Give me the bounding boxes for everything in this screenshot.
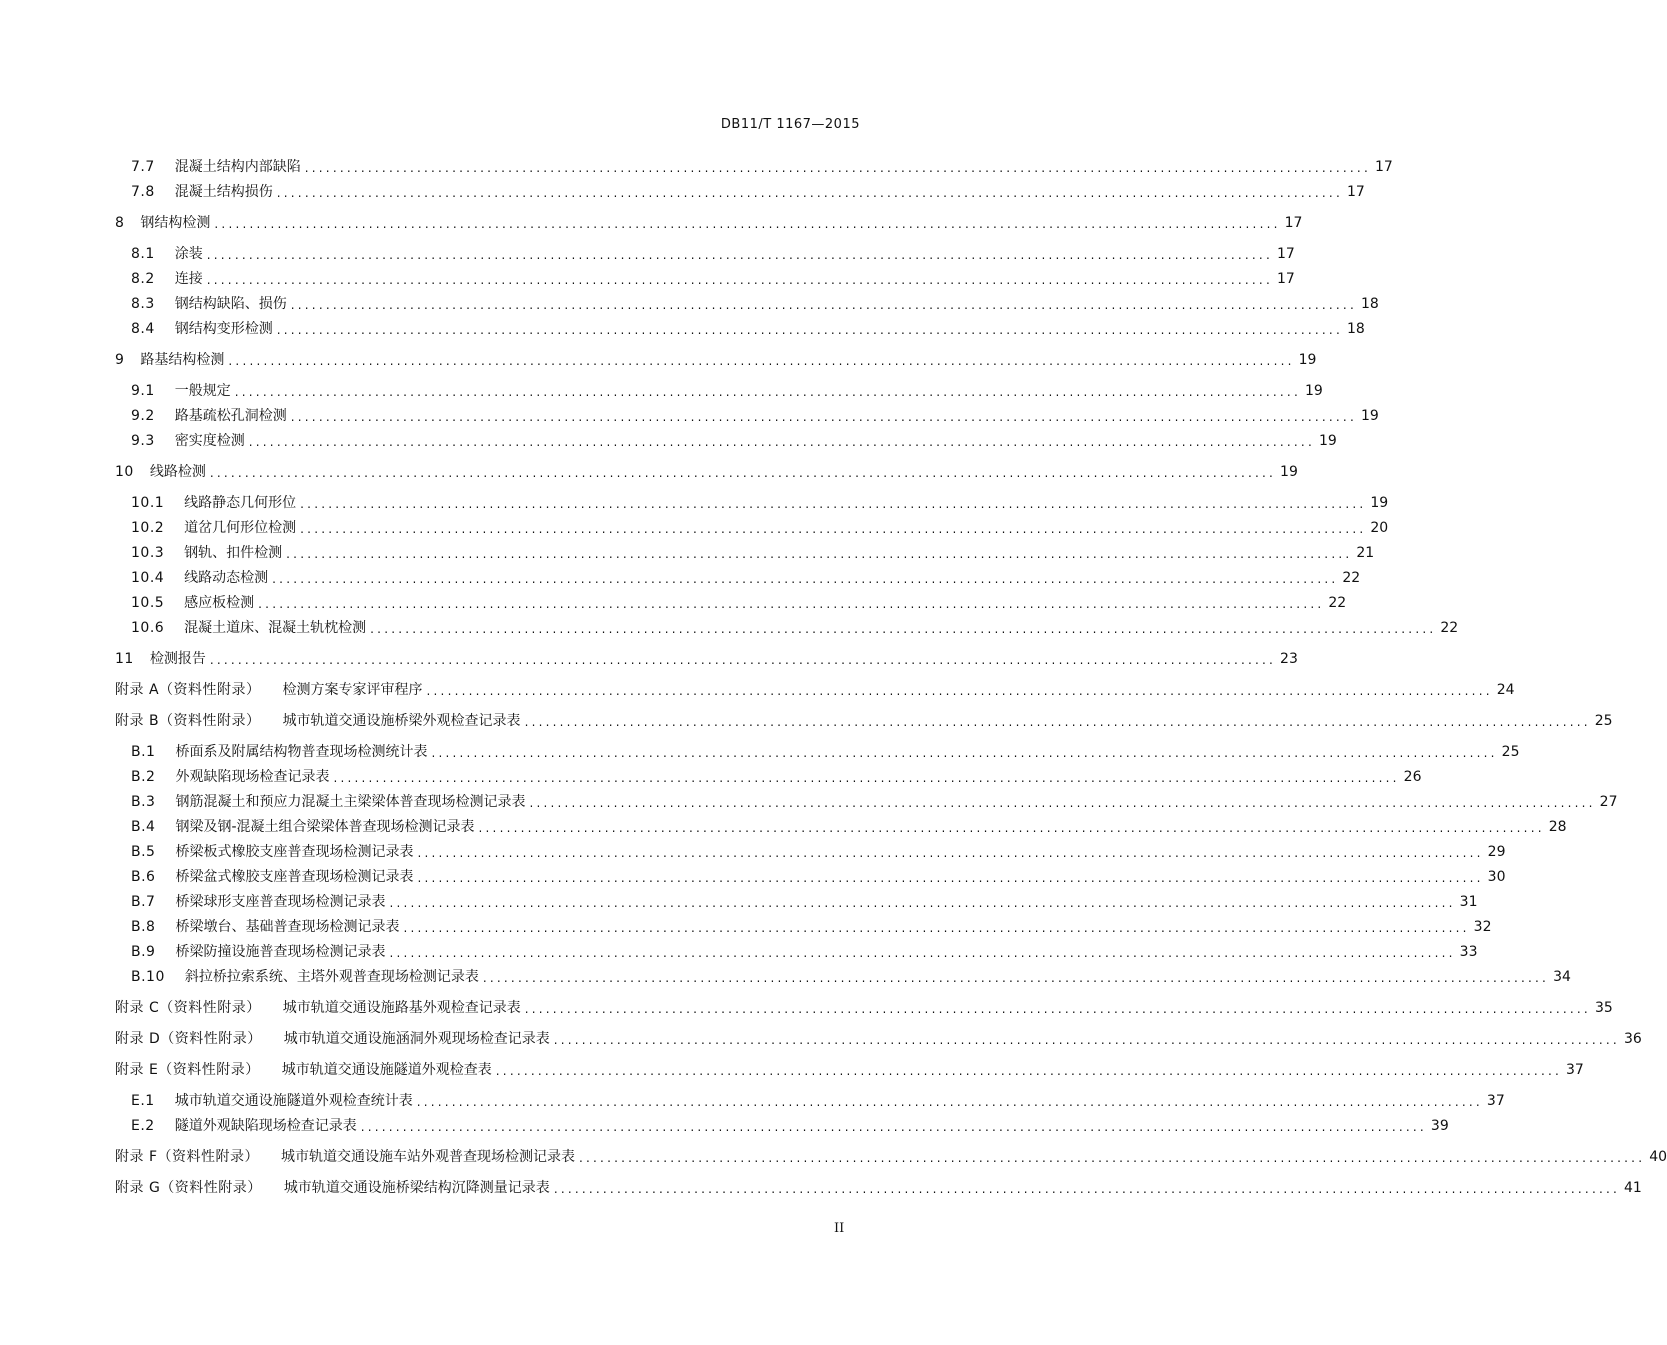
toc-entry-number: 8.4: [131, 321, 155, 337]
toc-leader-dots: ........................................................................................................................................................: [417, 846, 1484, 860]
toc-entry-title: 桥梁球形支座普查现场检测记录表: [175, 894, 386, 910]
toc-entry-number: B.6: [131, 869, 156, 885]
toc-entry[interactable]: [131, 840, 1506, 860]
toc-entry-number: 10.2: [131, 520, 165, 536]
toc-entry-page: 25: [1594, 713, 1613, 729]
toc-leader-dots: ........................................................................................................................................................: [495, 1064, 1562, 1078]
toc-entry-number: 8.1: [131, 246, 155, 262]
toc-leader-dots: ........................................................................................................................................................: [426, 684, 1493, 698]
document-code: DB11/T 1167—2015: [720, 117, 860, 132]
toc-entry[interactable]: [115, 1145, 1667, 1165]
toc-leader-dots: ........................................................................................................................................................: [370, 622, 1437, 636]
toc-leader-dots: ........................................................................................................................................................: [524, 1002, 1591, 1016]
toc-entry[interactable]: [131, 890, 1478, 910]
toc-entry-title: 一般规定: [174, 383, 231, 399]
toc-entry-title: 城市轨道交通设施桥梁外观检查记录表: [282, 713, 521, 729]
toc-entry-number: B.5: [131, 844, 156, 860]
toc-entry[interactable]: [131, 940, 1478, 960]
toc-entry[interactable]: [131, 292, 1379, 312]
toc-leader-dots: ........................................................................................................................................................: [228, 354, 1295, 368]
toc-entry-number: 9: [115, 352, 125, 368]
toc-entry-page: 40: [1649, 1149, 1667, 1165]
toc-entry-number: 7.7: [131, 159, 155, 175]
toc-entry-title: 线路动态检测: [184, 570, 269, 586]
toc-leader-dots: ........................................................................................................................................................: [209, 653, 1277, 667]
toc-entry-title: 路基结构检测: [140, 352, 225, 368]
toc-entry-number: B.3: [131, 794, 156, 810]
toc-leader-dots: ........................................................................................................................................................: [389, 896, 1456, 910]
toc-entry-page: 19: [1360, 408, 1379, 424]
toc-entry[interactable]: [131, 267, 1295, 287]
toc-entry-page: 37: [1566, 1062, 1584, 1078]
toc-entry[interactable]: [131, 429, 1337, 449]
toc-entry[interactable]: [131, 616, 1459, 636]
toc-leader-dots: ........................................................................................................................................................: [276, 186, 1343, 200]
toc-leader-dots: ........................................................................................................................................................: [290, 298, 1357, 312]
toc-entry[interactable]: [131, 790, 1618, 810]
toc-leader-dots: ........................................................................................................................................................: [553, 1182, 1621, 1196]
toc-leader-dots: ........................................................................................................................................................: [360, 1120, 1427, 1134]
toc-entry-number: 10.3: [131, 545, 165, 561]
toc-leader-dots: ........................................................................................................................................................: [214, 217, 1281, 231]
toc-entry-title: 钢梁及钢-混凝土组合梁梁体普查现场检测记录表: [175, 819, 475, 835]
toc-entry-page: 22: [1440, 620, 1459, 636]
toc-entry-title: 斜拉桥拉索系统、主塔外观普查现场检测记录表: [184, 969, 479, 985]
toc-entry[interactable]: [115, 460, 1298, 480]
toc-entry-number: E.2: [131, 1118, 155, 1134]
toc-entry-page: 25: [1501, 744, 1520, 760]
toc-entry-title: 线路静态几何形位: [184, 495, 297, 511]
toc-entry-number: B.1: [131, 744, 156, 760]
toc-entry-page: 33: [1459, 944, 1478, 960]
toc-entry-page: 19: [1304, 383, 1323, 399]
toc-entry[interactable]: [131, 242, 1295, 262]
toc-entry-title: 检测方案专家评审程序: [282, 682, 423, 698]
toc-entry-number: B.9: [131, 944, 156, 960]
toc-entry-title: 城市轨道交通设施路基外观检查记录表: [282, 1000, 521, 1016]
toc-entry[interactable]: [131, 815, 1567, 835]
toc-entry-page: 20: [1370, 520, 1389, 536]
toc-entry-page: 19: [1318, 433, 1337, 449]
toc-entry-number: 10.5: [131, 595, 165, 611]
toc-leader-dots: ........................................................................................................................................................: [206, 248, 1273, 262]
toc-entry-title: 钢结构变形检测: [174, 321, 273, 337]
toc-entry-title: 钢结构检测: [140, 215, 211, 231]
toc-entry-number: E.1: [131, 1093, 155, 1109]
toc-entry[interactable]: [131, 516, 1389, 536]
toc-entry[interactable]: [131, 1089, 1505, 1109]
toc-entry-number: 附录 C（资料性附录）: [115, 1000, 261, 1016]
toc-leader-dots: ........................................................................................................................................................: [431, 746, 1498, 760]
toc-leader-dots: ........................................................................................................................................................: [209, 466, 1277, 480]
page-number: II: [834, 1221, 845, 1236]
toc-entry-title: 钢结构缺陷、损伤: [174, 296, 287, 312]
toc-entry-title: 城市轨道交通设施涵洞外观现场检查记录表: [283, 1031, 550, 1047]
toc-entry[interactable]: [131, 591, 1347, 611]
toc-entry-title: 混凝土结构损伤: [174, 184, 273, 200]
toc-leader-dots: ........................................................................................................................................................: [579, 1151, 1646, 1165]
toc-entry-title: 感应板检测: [184, 595, 255, 611]
toc-entry[interactable]: [131, 155, 1393, 175]
toc-entry-page: 19: [1298, 352, 1317, 368]
toc-entry-page: 17: [1276, 271, 1295, 287]
toc-leader-dots: ........................................................................................................................................................: [258, 597, 1325, 611]
toc-entry[interactable]: [115, 709, 1613, 729]
toc-leader-dots: ........................................................................................................................................................: [206, 273, 1273, 287]
toc-entry-page: 41: [1624, 1180, 1642, 1196]
toc-entry-page: 31: [1459, 894, 1478, 910]
toc-entry-page: 28: [1548, 819, 1567, 835]
toc-entry-number: 附录 F（资料性附录）: [115, 1149, 260, 1165]
toc-entry-title: 钢筋混凝土和预应力混凝土主梁梁体普查现场检测记录表: [175, 794, 526, 810]
toc-entry-page: 17: [1346, 184, 1365, 200]
toc-entry-page: 32: [1473, 919, 1492, 935]
toc-entry-title: 钢轨、扣件检测: [184, 545, 283, 561]
toc-entry-page: 18: [1346, 321, 1365, 337]
toc-entry[interactable]: [131, 404, 1379, 424]
toc-entry[interactable]: [115, 647, 1298, 667]
toc-entry-number: B.10: [131, 969, 165, 985]
toc-entry-number: 附录 G（资料性附录）: [115, 1180, 262, 1196]
toc-entry-number: 8.2: [131, 271, 155, 287]
toc-entry-page: 36: [1623, 1031, 1642, 1047]
toc-entry[interactable]: [115, 996, 1613, 1016]
toc-entry[interactable]: [115, 678, 1515, 698]
toc-entry[interactable]: [131, 915, 1492, 935]
toc-entry-page: 35: [1594, 1000, 1613, 1016]
toc-entry-title: 线路检测: [149, 464, 206, 480]
toc-leader-dots: ........................................................................................................................................................: [304, 161, 1371, 175]
toc-entry-title: 城市轨道交通设施车站外观普查现场检测记录表: [281, 1149, 576, 1165]
toc-entry-number: B.4: [131, 819, 156, 835]
toc-entry-page: 19: [1370, 495, 1389, 511]
toc-entry-page: 19: [1280, 464, 1298, 480]
toc-entry[interactable]: [131, 379, 1323, 399]
toc-entry-title: 桥梁防撞设施普查现场检测记录表: [175, 944, 386, 960]
toc-leader-dots: ........................................................................................................................................................: [553, 1033, 1620, 1047]
toc-entry-title: 检测报告: [149, 651, 206, 667]
toc-entry-title: 城市轨道交通设施隧道外观检查表: [281, 1062, 492, 1078]
toc-leader-dots: ........................................................................................................................................................: [272, 572, 1339, 586]
toc-entry-page: 29: [1487, 844, 1506, 860]
toc-entry-number: 附录 D（资料性附录）: [115, 1031, 262, 1047]
toc-leader-dots: ........................................................................................................................................................: [300, 522, 1367, 536]
toc-entry-number: 9.2: [131, 408, 155, 424]
toc-entry-number: B.7: [131, 894, 156, 910]
toc-entry-number: 11: [115, 651, 134, 667]
toc-entry-title: 桥梁墩台、基础普查现场检测记录表: [175, 919, 400, 935]
toc-entry[interactable]: [131, 765, 1422, 785]
toc-leader-dots: ........................................................................................................................................................: [403, 921, 1470, 935]
toc-entry[interactable]: [115, 1176, 1642, 1196]
toc-leader-dots: ........................................................................................................................................................: [478, 821, 1545, 835]
toc-entry-page: 22: [1328, 595, 1347, 611]
toc-entry[interactable]: [131, 180, 1365, 200]
toc-entry[interactable]: [131, 566, 1361, 586]
toc-entry-number: B.8: [131, 919, 156, 935]
toc-entry[interactable]: [131, 740, 1520, 760]
toc-entry[interactable]: [115, 211, 1303, 231]
toc-entry-page: 26: [1403, 769, 1422, 785]
toc-leader-dots: ........................................................................................................................................................: [529, 796, 1596, 810]
toc-leader-dots: ........................................................................................................................................................: [417, 871, 1484, 885]
toc-entry-number: 10.1: [131, 495, 165, 511]
toc-entry-number: 9.1: [131, 383, 155, 399]
toc-entry-title: 桥面系及附属结构物普查现场检测统计表: [175, 744, 428, 760]
toc-entry-title: 密实度检测: [174, 433, 245, 449]
toc-entry-page: 17: [1374, 159, 1393, 175]
toc-entry-number: 9.3: [131, 433, 155, 449]
toc-entry-title: 混凝土结构内部缺陷: [174, 159, 301, 175]
toc-entry-number: B.2: [131, 769, 156, 785]
toc-entry-title: 道岔几何形位检测: [184, 520, 297, 536]
toc-entry-title: 隧道外观缺陷现场检查记录表: [174, 1118, 357, 1134]
toc-leader-dots: ........................................................................................................................................................: [482, 971, 1550, 985]
toc-entry[interactable]: [131, 317, 1365, 337]
toc-entry-number: 10.4: [131, 570, 165, 586]
toc-entry-page: 18: [1360, 296, 1379, 312]
toc-entry-number: 附录 E（资料性附录）: [115, 1062, 260, 1078]
toc-leader-dots: ........................................................................................................................................................: [524, 715, 1591, 729]
toc-entry-number: 10.6: [131, 620, 165, 636]
toc-leader-dots: ........................................................................................................................................................: [333, 771, 1400, 785]
toc-entry-page: 27: [1599, 794, 1618, 810]
toc-entry-page: 34: [1553, 969, 1571, 985]
toc-entry-title: 城市轨道交通设施桥梁结构沉降测量记录表: [283, 1180, 550, 1196]
toc-entry-number: 8: [115, 215, 125, 231]
toc-entry-number: 附录 A（资料性附录）: [115, 682, 261, 698]
toc-entry-title: 路基疏松孔洞检测: [174, 408, 287, 424]
toc-entry[interactable]: [131, 491, 1389, 511]
toc-entry[interactable]: [131, 541, 1375, 561]
toc-entry-page: 23: [1280, 651, 1298, 667]
toc-entry-title: 桥梁盆式橡胶支座普查现场检测记录表: [175, 869, 414, 885]
toc-entry-page: 37: [1486, 1093, 1505, 1109]
toc-entry-title: 外观缺陷现场检查记录表: [175, 769, 330, 785]
toc-entry-title: 连接: [174, 271, 203, 287]
toc-entry-page: 30: [1487, 869, 1506, 885]
toc-entry[interactable]: [115, 348, 1317, 368]
toc-entry-page: 21: [1356, 545, 1375, 561]
toc-entry[interactable]: [131, 865, 1506, 885]
toc-entry[interactable]: [131, 965, 1571, 985]
toc-entry-number: 附录 B（资料性附录）: [115, 713, 261, 729]
toc-entry-title: 混凝土道床、混凝土轨枕检测: [184, 620, 367, 636]
toc-entry-number: 8.3: [131, 296, 155, 312]
toc-entry-page: 17: [1284, 215, 1303, 231]
toc-entry-page: 22: [1342, 570, 1361, 586]
toc-entry[interactable]: [115, 1058, 1584, 1078]
toc-entry-page: 24: [1496, 682, 1515, 698]
toc-entry-page: 39: [1430, 1118, 1449, 1134]
toc-leader-dots: ........................................................................................................................................................: [276, 323, 1343, 337]
toc-entry[interactable]: [131, 1114, 1449, 1134]
toc-leader-dots: ........................................................................................................................................................: [286, 547, 1353, 561]
toc-entry-page: 17: [1276, 246, 1295, 262]
toc-leader-dots: ........................................................................................................................................................: [300, 497, 1367, 511]
toc-leader-dots: ........................................................................................................................................................: [389, 946, 1456, 960]
toc-entry-number: 7.8: [131, 184, 155, 200]
toc-leader-dots: ........................................................................................................................................................: [290, 410, 1357, 424]
toc-leader-dots: ........................................................................................................................................................: [234, 385, 1301, 399]
toc-entry-title: 城市轨道交通设施隧道外观检查统计表: [174, 1093, 413, 1109]
toc-entry-title: 涂装: [174, 246, 203, 262]
toc-entry-number: 10: [115, 464, 134, 480]
toc-entry-title: 桥梁板式橡胶支座普查现场检测记录表: [175, 844, 414, 860]
toc-leader-dots: ........................................................................................................................................................: [416, 1095, 1483, 1109]
toc-entry[interactable]: [115, 1027, 1642, 1047]
toc-leader-dots: ........................................................................................................................................................: [248, 435, 1315, 449]
